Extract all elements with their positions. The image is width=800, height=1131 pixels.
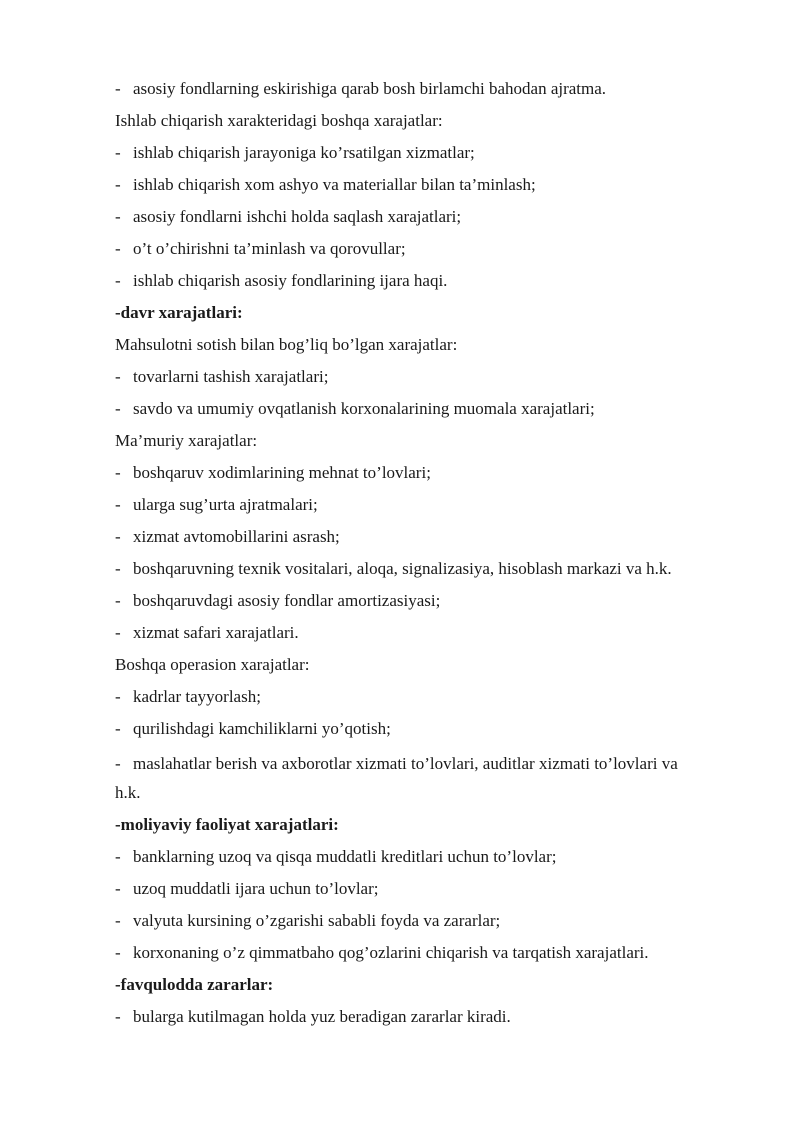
bullet-dash: - [115,591,121,610]
bullet-dash: - [115,367,121,386]
bullet-dash: - [115,527,121,546]
bullet-dash: - [115,559,121,578]
bullet-item [115,169,747,201]
section-heading: -favqulodda zararlar: [115,975,274,994]
paragraph-line: Boshqa operasion xarajatlar: [115,655,310,674]
bullet-dash: - [115,719,121,738]
bullet-dash: - [115,175,121,194]
bullet-text: kadrlar tayyorlash; [133,687,261,706]
bullet-item [115,681,747,713]
bullet-dash: - [115,687,121,706]
bullet-text: savdo va umumiy ovqatlanish korxonalarining muomala xarajatlari; [133,399,595,418]
bullet-item [115,265,747,297]
bullet-text: ishlab chiqarish asosiy fondlarining ijara haqi. [133,271,448,290]
bullet-text: uzoq muddatli ijara uchun to’lovlar; [133,879,379,898]
bullet-dash: - [115,399,121,418]
bullet-dash: - [115,754,121,773]
bullet-text: asosiy fondlarni ishchi holda saqlash xarajatlari; [133,207,462,226]
bullet-item [115,489,747,521]
bullet-dash: - [115,623,121,642]
bullet-text: ishlab chiqarish xom ashyo va materiallar bilan ta’minlash; [133,175,536,194]
bullet-text: ishlab chiqarish jarayoniga ko’rsatilgan xizmatlar; [133,143,475,162]
bullet-dash: - [115,271,121,290]
bullet-item [115,393,747,425]
bullet-item [115,1001,747,1033]
bullet-text: boshqaruvdagi asosiy fondlar amortizasiyasi; [133,591,441,610]
bullet-text: xizmat safari xarajatlari. [133,623,299,642]
paragraph-line: Ma’muriy xarajatlar: [115,431,258,450]
bullet-dash: - [115,79,121,98]
bullet-text: boshqaruvning texnik vositalari, aloqa, signalizasiya, hisoblash markazi va h.k. [133,559,672,578]
bullet-item [115,937,747,969]
bullet-item [115,713,747,745]
bullet-text: valyuta kursining o’zgarishi sababli foyda va zararlar; [133,911,501,930]
bullet-text: maslahatlar berish va axborotlar xizmati to’lovlari, auditlar xizmati to’lovlari va [133,754,678,773]
bullet-dash: - [115,1007,121,1026]
bullet-item [115,873,747,905]
bullet-text: asosiy fondlarning eskirishiga qarab bosh birlamchi bahodan ajratma. [133,79,607,98]
bullet-dash: - [115,207,121,226]
bullet-text: ularga sug’urta ajratmalari; [133,495,318,514]
section-heading: -davr xarajatlari: [115,303,243,322]
bullet-item [115,233,747,265]
bullet-item [115,905,747,937]
bullet-item [115,585,747,617]
bullet-item [115,553,747,585]
bullet-dash: - [115,911,121,930]
bullet-dash: - [115,495,121,514]
bullet-text: qurilishdagi kamchiliklarni yo’qotish; [133,719,391,738]
bullet-dash: - [115,239,121,258]
bullet-item-wrapped [115,745,747,809]
paragraph-line: Ishlab chiqarish xarakteridagi boshqa xarajatlar: [115,111,443,130]
bullet-dash: - [115,463,121,482]
bullet-dash: - [115,943,121,962]
section-heading: -moliyaviy faoliyat xarajatlari: [115,815,339,834]
bullet-text: korxonaning o’z qimmatbaho qog’ozlarini chiqarish va tarqatish xarajatlari. [133,943,649,962]
bullet-text: bularga kutilmagan holda yuz beradigan zararlar kiradi. [133,1007,511,1026]
bullet-item [115,617,747,649]
bullet-item [115,73,747,105]
bullet-item [115,457,747,489]
bullet-item [115,521,747,553]
bullet-item [115,137,747,169]
bullet-text: banklarning uzoq va qisqa muddatli kreditlari uchun to’lovlar; [133,847,557,866]
bullet-dash: - [115,847,121,866]
bullet-item [115,361,747,393]
paragraph-line: Mahsulotni sotish bilan bog’liq bo’lgan xarajatlar: [115,335,458,354]
document-body [115,73,747,1033]
bullet-text: o’t o’chirishni ta’minlash va qorovullar; [133,239,406,258]
bullet-text: boshqaruv xodimlarining mehnat to’lovlari; [133,463,431,482]
bullet-dash: - [115,879,121,898]
bullet-text: tovarlarni tashish xarajatlari; [133,367,329,386]
bullet-dash: - [115,143,121,162]
bullet-item [115,841,747,873]
bullet-continuation: h.k. [115,783,141,802]
bullet-text: xizmat avtomobillarini asrash; [133,527,340,546]
bullet-item [115,201,747,233]
